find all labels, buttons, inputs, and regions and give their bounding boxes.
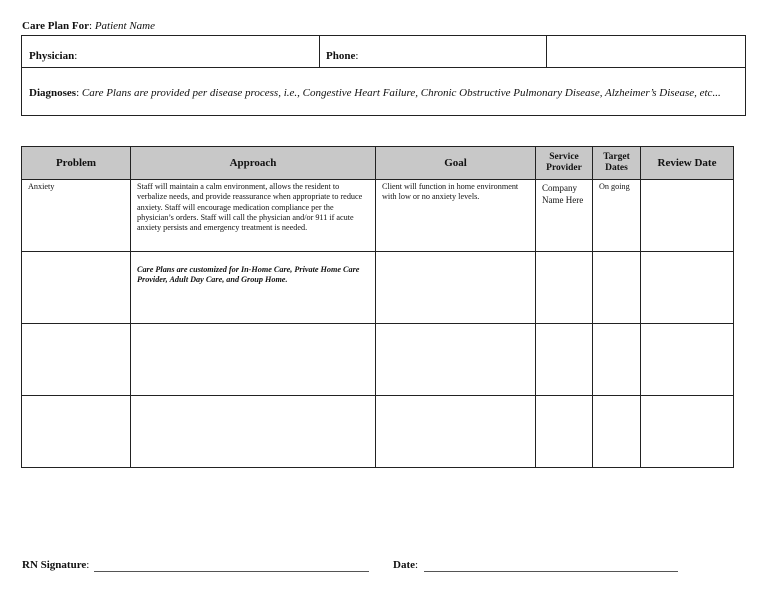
approach-cell[interactable] bbox=[131, 396, 376, 468]
problem-cell[interactable]: Anxiety bbox=[22, 180, 131, 252]
col-header-target-dates: Target Dates bbox=[593, 147, 641, 180]
phone-label: Phone bbox=[326, 50, 356, 62]
table-row bbox=[22, 324, 734, 396]
problem-cell[interactable] bbox=[22, 396, 131, 468]
rn-signature-line[interactable] bbox=[94, 571, 369, 572]
review-cell[interactable] bbox=[641, 252, 734, 324]
goal-cell[interactable]: Client will function in home environment with low or no anxiety levels. bbox=[376, 180, 536, 252]
care-plan-for-line: Care Plan For: Patient Name bbox=[22, 20, 156, 32]
approach-cell[interactable]: Staff will maintain a calm environment, allows the resident to verbalize needs, and provide reassurance when appropriate to reduce anxiety. Staff will encourage medication compliance per the physician’s orders. Staff will call the physician and/or 911 if acute anxiety persists and emergency treatment is needed. bbox=[131, 180, 376, 252]
goal-cell[interactable] bbox=[376, 324, 536, 396]
table-row bbox=[22, 396, 734, 468]
rn-signature-label: RN Signature bbox=[22, 559, 87, 571]
approach-cell[interactable] bbox=[131, 324, 376, 396]
problem-cell[interactable] bbox=[22, 324, 131, 396]
phone-field[interactable]: Phone: bbox=[326, 50, 359, 62]
care-plan-for-label: Care Plan For bbox=[22, 20, 90, 32]
review-cell[interactable] bbox=[641, 180, 734, 252]
diagnoses-row bbox=[21, 67, 746, 116]
table-row bbox=[22, 252, 734, 324]
col-header-goal: Goal bbox=[376, 147, 536, 180]
care-plan-table bbox=[21, 146, 734, 468]
patient-name-value[interactable]: Patient Name bbox=[94, 20, 156, 32]
col-header-approach: Approach bbox=[131, 147, 376, 180]
provider-cell[interactable] bbox=[536, 396, 593, 468]
extra-field[interactable] bbox=[547, 36, 745, 67]
review-cell[interactable] bbox=[641, 324, 734, 396]
diagnoses-field[interactable]: Diagnoses: Care Plans are provided per disease process, i.e., Congestive Heart Failure, Chronic Obstructive Pulmonary Disease, Alzheimer’s Disease, etc... bbox=[29, 87, 721, 99]
date-label-group: Date: bbox=[393, 559, 419, 571]
physician-label: Physician bbox=[29, 50, 75, 62]
date-label: Date bbox=[393, 559, 415, 571]
rn-signature-label-group: RN Signature: bbox=[22, 559, 90, 571]
col-header-problem: Problem bbox=[22, 147, 131, 180]
review-cell[interactable] bbox=[641, 396, 734, 468]
date-line[interactable] bbox=[424, 571, 678, 572]
target-cell[interactable] bbox=[593, 252, 641, 324]
physician-field[interactable]: Physician: bbox=[29, 50, 78, 62]
table-row bbox=[22, 180, 734, 252]
col-header-review-date: Review Date bbox=[641, 147, 734, 180]
problem-cell[interactable] bbox=[22, 252, 131, 324]
diagnoses-text: Care Plans are provided per disease process, i.e., Congestive Heart Failure, Chronic Obstructive Pulmonary Disease, Alzheimer’s Disease, etc... bbox=[81, 87, 721, 99]
provider-cell[interactable]: Company Name Here bbox=[536, 180, 593, 252]
target-cell[interactable] bbox=[593, 324, 641, 396]
diagnoses-label: Diagnoses bbox=[29, 87, 77, 99]
col-header-service-provider: Service Provider bbox=[536, 147, 593, 180]
approach-cell[interactable]: Care Plans are customized for In-Home Care, Private Home Care Provider, Adult Day Care, and Group Home. bbox=[131, 252, 376, 324]
target-cell[interactable] bbox=[593, 396, 641, 468]
goal-cell[interactable] bbox=[376, 252, 536, 324]
table-header-row bbox=[22, 147, 734, 180]
provider-cell[interactable] bbox=[536, 252, 593, 324]
target-cell[interactable]: On going bbox=[593, 180, 641, 252]
goal-cell[interactable] bbox=[376, 396, 536, 468]
provider-cell[interactable] bbox=[536, 324, 593, 396]
physician-phone-row bbox=[21, 35, 746, 68]
